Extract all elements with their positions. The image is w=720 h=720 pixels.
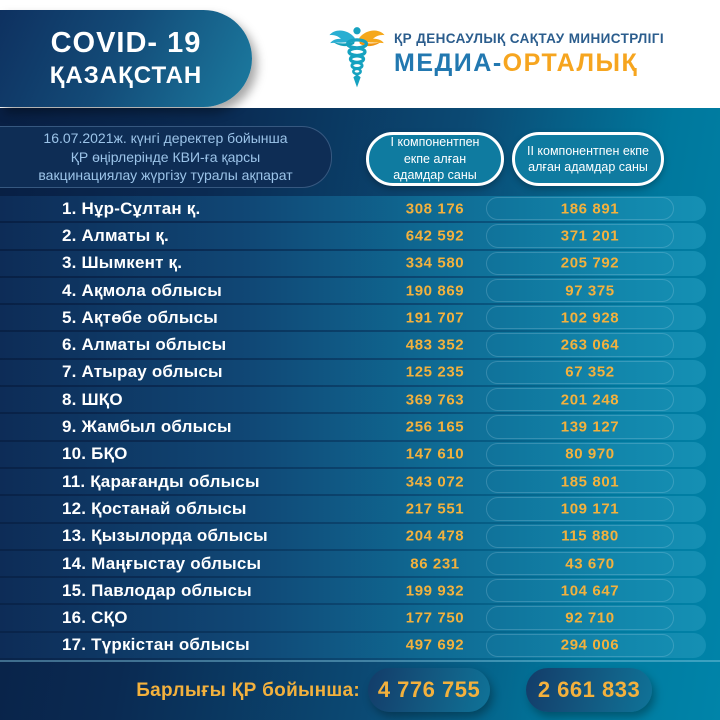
- table-row: [0, 387, 706, 412]
- dose1-value: 199 932: [405, 582, 465, 600]
- media-center-logo: [328, 14, 664, 94]
- region-name: 14. Маңғыстау облысы: [62, 553, 262, 573]
- dose2-value: 92 710: [565, 609, 615, 627]
- dose1-value: 369 763: [405, 391, 465, 409]
- region-name: 10. БҚО: [62, 444, 128, 464]
- table-row: [0, 469, 706, 494]
- dose1-value: 86 231: [410, 555, 460, 572]
- media-title-orange: ОРТАЛЫҚ: [502, 48, 639, 77]
- dose1-value: 177 750: [405, 609, 465, 627]
- dose2-value: 201 248: [560, 391, 620, 409]
- table-row: [0, 196, 706, 221]
- dose2-value: 205 792: [560, 254, 620, 272]
- dose1-value: 256 165: [405, 418, 465, 436]
- dose2-value: 67 352: [565, 363, 615, 381]
- region-name: 2. Алматы қ.: [62, 225, 169, 245]
- region-name: 3. Шымкент қ.: [62, 253, 183, 273]
- covid-title-line2: ҚАЗАҚСТАН: [49, 62, 203, 89]
- dose1-value: 483 352: [405, 336, 465, 354]
- logo-text: [394, 31, 664, 78]
- table-row: [0, 223, 706, 248]
- top-strip: [0, 0, 720, 108]
- region-name: 17. Түркістан облысы: [62, 635, 250, 655]
- table-row: [0, 305, 706, 330]
- dose2-value: 97 375: [565, 282, 615, 300]
- region-table: [0, 196, 720, 660]
- dose1-value: 190 869: [405, 282, 465, 300]
- dose2-value: 263 064: [560, 336, 620, 354]
- dose1-value: 217 551: [405, 500, 465, 518]
- dose1-value: 343 072: [405, 473, 465, 491]
- table-row: [0, 633, 706, 658]
- ministry-name: ҚР ДЕНСАУЛЫҚ САҚТАУ МИНИСТРЛІГІ: [394, 30, 665, 46]
- table-row: [0, 360, 706, 385]
- table-row: [0, 332, 706, 357]
- region-name: 1. Нұр-Сұлтан қ.: [62, 198, 201, 218]
- totals-footer: [0, 660, 720, 720]
- dose2-value: 109 171: [560, 500, 620, 518]
- table-row: [0, 524, 706, 549]
- covid-title-line1: COVID- 19: [50, 27, 202, 59]
- region-name: 7. Атырау облысы: [62, 362, 223, 382]
- table-row: [0, 578, 706, 603]
- media-title-blue: МЕДИА-: [394, 48, 503, 77]
- dose2-value: 115 880: [561, 527, 619, 545]
- table-row: [0, 251, 706, 276]
- region-name: 13. Қызылорда облысы: [62, 526, 268, 546]
- dose1-value: 191 707: [405, 309, 465, 327]
- dose2-value: 185 801: [560, 473, 620, 491]
- dose2-value: 371 201: [560, 227, 620, 245]
- total-dose1-capsule: 4 776 755: [368, 668, 490, 712]
- dose2-value: 43 670: [565, 555, 615, 572]
- table-row: [0, 278, 706, 303]
- dose1-value: 204 478: [405, 527, 465, 545]
- dose2-value: 139 127: [560, 418, 620, 436]
- dose1-value: 497 692: [405, 636, 465, 654]
- region-name: 5. Ақтөбе облысы: [62, 307, 219, 327]
- region-name: 8. ШҚО: [62, 389, 123, 409]
- dose1-value: 308 176: [405, 200, 465, 218]
- info-line-2: ҚР өңірлерінде КВИ-ға қарсы: [70, 148, 261, 165]
- dose2-value: 294 006: [560, 636, 620, 654]
- dose2-value: 186 891: [560, 200, 620, 218]
- table-row: [0, 414, 706, 439]
- table-row: [0, 605, 706, 630]
- region-name: 12. Қостанай облысы: [62, 498, 247, 518]
- region-name: 9. Жамбыл облысы: [62, 417, 232, 437]
- dose2-value: 80 970: [565, 445, 615, 463]
- totals-label: Барлығы ҚР бойынша:: [136, 680, 360, 701]
- total-dose2-capsule: 2 661 833: [526, 668, 652, 712]
- dose1-value: 334 580: [405, 254, 465, 272]
- region-name: 11. Қарағанды облысы: [62, 471, 260, 491]
- media-center-title: [394, 49, 664, 78]
- dose1-value: 125 235: [405, 363, 465, 381]
- table-row: [0, 442, 706, 467]
- dose1-value: 147 610: [405, 445, 465, 463]
- report-info-box: [0, 126, 332, 188]
- table-row: [0, 551, 706, 576]
- info-line-1: 16.07.2021ж. күнгі деректер бойынша: [43, 129, 288, 146]
- dose2-value: 102 928: [560, 309, 620, 327]
- column-header-dose1: І компонентпен екпе алған адамдар саны: [366, 132, 504, 186]
- dose1-value: 642 592: [405, 227, 465, 245]
- covid-title-badge: [0, 10, 252, 107]
- region-name: 6. Алматы облысы: [62, 335, 227, 355]
- region-name: 4. Ақмола облысы: [62, 280, 222, 300]
- info-line-3: вакцинациялау жүргізу туралы ақпарат: [38, 167, 293, 184]
- region-name: 15. Павлодар облысы: [62, 580, 252, 600]
- column-header-dose2: ІІ компонентпен екпе алған адамдар саны: [512, 132, 664, 186]
- region-name: 16. СҚО: [62, 608, 128, 628]
- caduceus-icon: [328, 14, 386, 94]
- dose2-value: 104 647: [560, 582, 620, 600]
- table-row: [0, 496, 706, 521]
